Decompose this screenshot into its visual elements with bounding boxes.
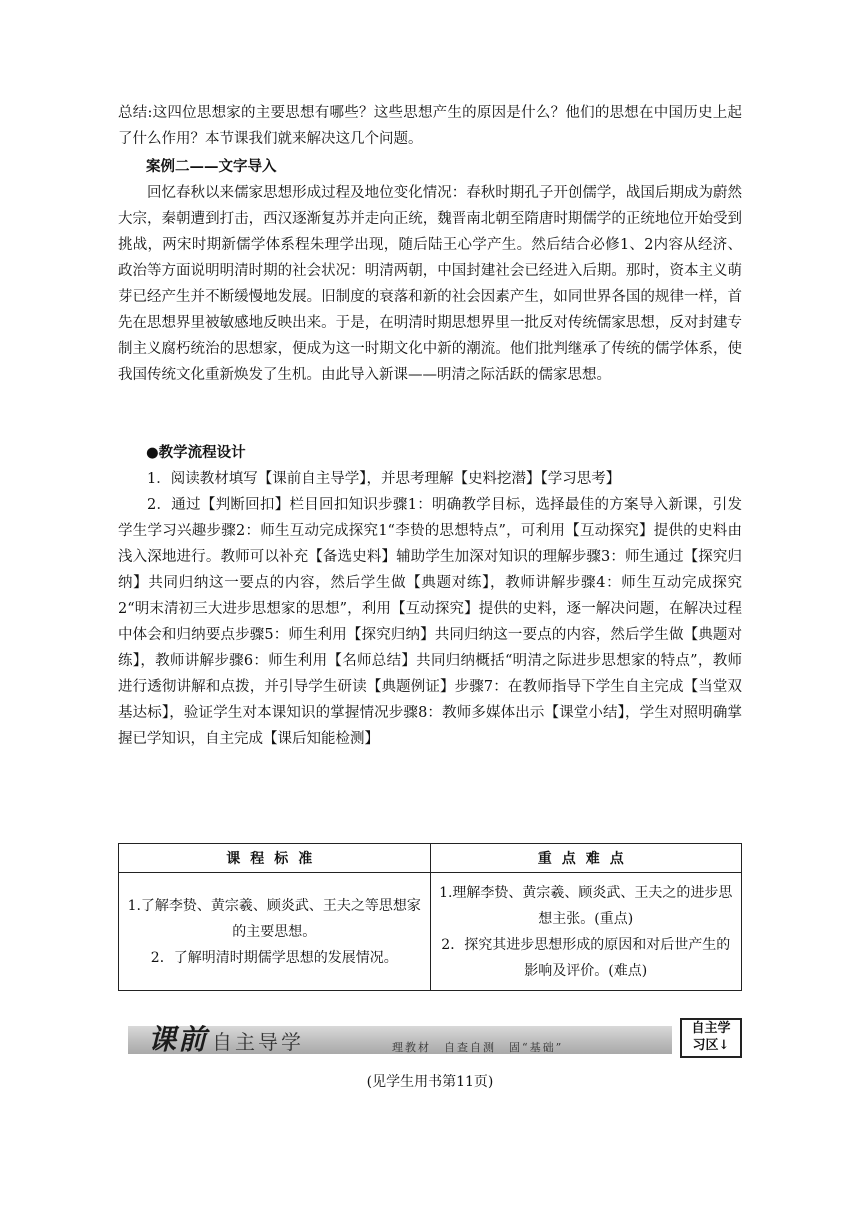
case2-heading: 案例二——文字导入 (146, 158, 277, 175)
standard-item-1: 1.了解李贽、黄宗羲、顾炎武、王夫之等思想家的主要思想。 (127, 897, 421, 940)
intro-paragraph: 总结:这四位思想家的主要思想有哪些？这些思想产生的原因是什么？他们的思想在中国历史上起了什么作用？本节课我们就来解决这几个问题。 (118, 105, 742, 147)
table-cell-keypoints (430, 873, 742, 991)
flow-step-1: 1．阅读教材填写【课前自主导学】，并思考理解【史料挖潜】【学习思考】 (147, 471, 621, 487)
table-row (119, 873, 742, 991)
badge-line-1: 自主学 (691, 1021, 731, 1036)
table-header-keypoints: 重点难点 (430, 844, 742, 873)
banner-tagline: 理教材 自查自测 固“基础” (392, 1041, 564, 1054)
flow-heading: ●教学流程设计 (146, 444, 246, 461)
banner-title-big: 课前 (148, 1023, 209, 1056)
table-header-standards: 课程标准 (119, 844, 431, 873)
table-header-row (119, 844, 742, 873)
section-banner (128, 1018, 742, 1058)
badge-line-2: 习区↓ (692, 1038, 730, 1053)
keypoint-item-1: 1.理解李贽、黄宗羲、顾炎武、王夫之的进步思想主张。(重点) (439, 884, 733, 927)
table-cell-standards (119, 873, 431, 991)
self-study-zone-badge (680, 1018, 742, 1058)
keypoint-item-2: 2．探究其进步思想形成的原因和对后世产生的影响及评价。(难点) (441, 936, 731, 979)
standard-item-2: 2．了解明清时期儒学思想的发展情况。 (150, 949, 398, 966)
case2-paragraph: 回忆春秋以来儒家思想形成过程及地位变化情况：春秋时期孔子开创儒学，战国后期成为蔚然大宗，秦朝遭到打击，西汉逐渐复苏并走向正统，魏晋南北朝至隋唐时期儒学的正统地位开始受到挑战，两宋时期新儒学体系程朱理学出现，随后陆王心学产生。然后结合必修1、2内容从经济、政治等方面说明明清时期的社会状况：明清两朝，中国封建社会已经进入后期。那时，资本主义萌芽已经产生并不断缓慢地发展。旧制度的衰落和新的社会因素产生，如同世界各国的规律一样，首先在思想界里被敏感地反映出来。于是，在明清时期思想界里一批反对传统儒家思想，反对封建专制主义腐朽统治的思想家，便成为这一时期文化中新的潮流。他们批判继承了传统的儒学体系，使我国传统文化重新焕发了生机。由此导入新课——明清之际活跃的儒家思想。 (118, 185, 742, 383)
curriculum-table (118, 843, 742, 991)
page-reference-note: (见学生用书第11页) (366, 1074, 494, 1090)
flow-step-2: 2．通过【判断回扣】栏目回扣知识步骤1：明确教学目标，选择最佳的方案导入新课，引发学生学习兴趣步骤2：师生互动完成探究1“李贽的思想特点”，可利用【互动探究】提供的史料由浅入深地进行。教师可以补充【备选史料】辅助学生加深对知识的理解步骤3：师生通过【探究归纳】共同归纳这一要点的内容，然后学生做【典题对练】，教师讲解步骤4：师生互动完成探究2“明末清初三大进步思想家的思想”，利用【互动探究】提供的史料，逐一解决问题，在解决过程中体会和归纳要点步骤5：师生利用【探究归纳】共同归纳这一要点的内容，然后学生做【典题对练】，教师讲解步骤6：师生利用【名师总结】共同归纳概括“明清之际进步思想家的特点”，教师进行透彻讲解和点拨，并引导学生研读【典题例证】步骤7：在教师指导下学生自主完成【当堂双基达标】，验证学生对本课知识的掌握情况步骤8：教师多媒体出示【课堂小结】，学生对照明确掌握已学知识，自主完成【课后知能检测】 (118, 497, 742, 747)
banner-title-rest: 自主导学 (212, 1030, 304, 1054)
